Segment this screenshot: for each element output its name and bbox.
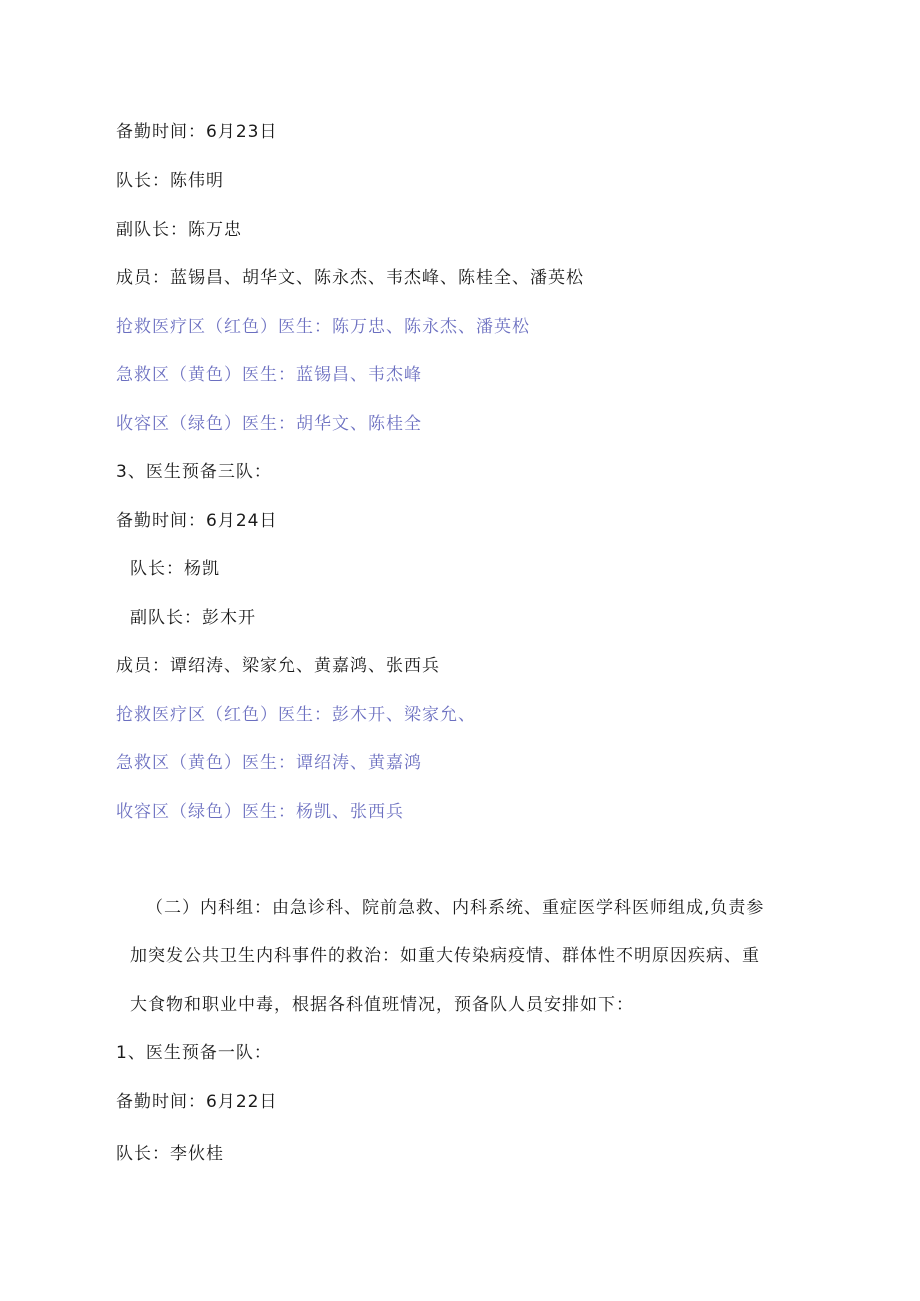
team3-leader: 队长：杨凯 xyxy=(130,559,220,579)
internal-group-paragraph-line2: 加突发公共卫生内科事件的救治：如重大传染病疫情、群体性不明原因疾病、重 xyxy=(130,946,760,966)
team3-members: 成员：谭绍涛、梁家允、黄嘉鸿、张西兵 xyxy=(116,656,440,676)
team3-green-zone: 收容区（绿色）医生：杨凯、张西兵 xyxy=(116,802,404,822)
team3-yellow-zone: 急救区（黄色）医生：谭绍涛、黄嘉鸿 xyxy=(116,753,422,773)
team2-leader: 队长：陈伟明 xyxy=(116,171,224,191)
team3-red-zone: 抢救医疗区（红色）医生：彭木开、梁家允、 xyxy=(116,705,476,725)
team2-vice-leader: 副队长：陈万忠 xyxy=(116,220,242,240)
team2-duty-time: 备勤时间：6月23日 xyxy=(116,122,278,142)
team3-vice-leader: 副队长：彭木开 xyxy=(130,608,256,628)
team3-duty-time: 备勤时间：6月24日 xyxy=(116,511,278,531)
team2-green-zone: 收容区（绿色）医生：胡华文、陈桂全 xyxy=(116,414,422,434)
team1-internal-leader: 队长：李伙桂 xyxy=(116,1144,224,1164)
team2-red-zone: 抢救医疗区（红色）医生：陈万忠、陈永杰、潘英松 xyxy=(116,317,530,337)
internal-group-paragraph-line3: 大食物和职业中毒，根据各科值班情况，预备队人员安排如下： xyxy=(130,995,634,1015)
internal-group-paragraph-line1: （二）内科组：由急诊科、院前急救、内科系统、重症医学科医师组成,负责参 xyxy=(146,898,765,918)
team2-members: 成员：蓝锡昌、胡华文、陈永杰、韦杰峰、陈桂全、潘英松 xyxy=(116,268,584,288)
team3-heading: 3、医生预备三队： xyxy=(116,462,272,482)
team1-internal-heading: 1、医生预备一队： xyxy=(116,1043,272,1063)
team1-internal-duty-time: 备勤时间：6月22日 xyxy=(116,1092,278,1112)
team2-yellow-zone: 急救区（黄色）医生：蓝锡昌、韦杰峰 xyxy=(116,365,422,385)
